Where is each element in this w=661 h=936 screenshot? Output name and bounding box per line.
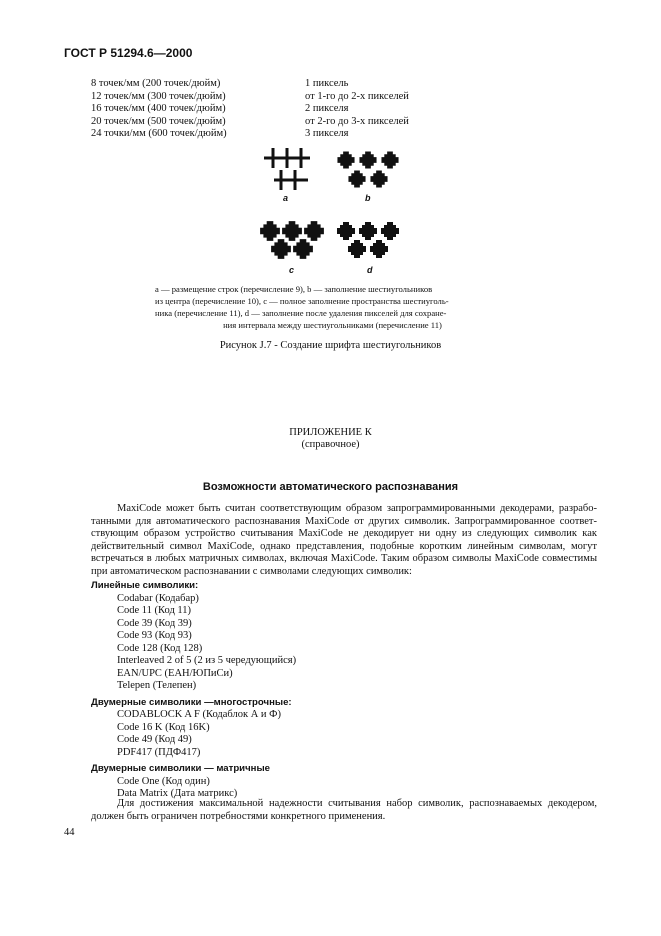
appendix-subtitle: (справочное) (301, 439, 360, 450)
list-item: Telepen (Телепен) (117, 680, 197, 691)
pixel-count: 1 пиксель (305, 78, 349, 89)
resolution-row (91, 78, 409, 91)
panel-label-c: c (289, 265, 295, 275)
intro-paragraph: MaxiCode может быть считан соответствующим образом запрограммированными декодерами, разработанными для автоматического распознавания MaxiCode от других символик. Запрограммированное соответствующим образом устройство считывания MaxiCode не декодирует ни одну из следующих символик как действительный символ MaxiCode, однако представления, подобные коротким линейным символам, могут встречаться в любых матричных символах, включая MaxiCode. Таким образом символы MaxiCode совместимы при автоматическом распознавании с символами следующих символик: (91, 503, 597, 577)
panel-c-full-fill (260, 221, 324, 259)
figure-legend (155, 283, 510, 331)
resolution-value: 24 точки/мм (600 точек/дюйм) (91, 128, 227, 139)
list-item: Code 49 (Код 49) (117, 734, 192, 745)
list-item: Code 128 (Код 128) (117, 642, 203, 654)
pixel-count: 3 пикселя (305, 128, 349, 139)
linear-heading: Линейные символики: (91, 580, 199, 591)
panel-b-center-fill (337, 151, 398, 187)
legend-line: ния интервала между шестиугольниками (перечисление 11) (223, 320, 442, 330)
symbology-list (91, 580, 296, 801)
panel-d-spaced-fill (337, 222, 399, 258)
legend-line: a — размещение строк (перечисление 9), b — заполнение шестиугольников (155, 284, 433, 294)
panel-label-d: d (367, 265, 373, 275)
panel-a-row-placement (264, 148, 310, 190)
resolution-row (91, 116, 409, 129)
panel-label-a: a (283, 193, 289, 203)
hexagon-font-figure (250, 142, 410, 277)
resolution-value: 8 точек/мм (200 точек/дюйм) (91, 78, 221, 89)
list-item: Code One (Код один) (117, 775, 210, 787)
section-title: Возможности автоматического распознавания (202, 481, 459, 493)
appendix-heading (0, 427, 661, 451)
list-item: Code 16 K (Код 16K) (117, 721, 210, 733)
list-item: Code 39 (Код 39) (117, 617, 192, 629)
resolution-value: 16 точек/мм (400 точек/дюйм) (91, 103, 226, 114)
pixel-count: 2 пикселя (305, 103, 349, 114)
list-item: Code 93 (Код 93) (117, 630, 192, 641)
multirow-heading: Двумерные символики —многострочные: (91, 696, 292, 708)
legend-line: из центра (перечисление 10), c — полное заполнение пространства шестиуголь- (155, 296, 449, 306)
matrix-heading: Двумерные символики — матричные (91, 763, 270, 774)
closing-paragraph: Для достижения максимальной надежности считывания набор символик, распознаваемых декодером, должен быть ограничен потребностями конкретного применения. (91, 798, 597, 822)
resolution-table (91, 78, 409, 141)
resolution-row (91, 128, 409, 141)
list-item: EAN/UPC (ЕАН/ЮПиСи) (117, 667, 233, 679)
appendix-title: ПРИЛОЖЕНИЕ К (289, 427, 372, 438)
document-header: ГОСТ Р 51294.6—2000 (64, 46, 193, 60)
hexagon-illustration (250, 142, 410, 277)
list-item: Interleaved 2 of 5 (2 из 5 чередующийся) (117, 655, 297, 666)
pixel-count: от 2-го до 3-х пикселей (305, 115, 409, 127)
page-number: 44 (64, 827, 75, 838)
legend-line: ника (перечисление 11), d — заполнение после удаления пикселей для сохране- (155, 308, 447, 318)
list-item: CODABLOCK A F (Кодаблок А и Ф) (117, 709, 281, 720)
list-item: Data Matrix (Дата матрикс) (117, 788, 238, 799)
resolution-value: 20 точек/мм (500 точек/дюйм) (91, 115, 226, 127)
figure-caption: Рисунок J.7 - Создание шрифта шестиугольников (219, 340, 442, 351)
list-item: PDF417 (ПДФ417) (117, 746, 201, 758)
list-item: Codabar (Кодабар) (117, 592, 199, 604)
panel-label-b: b (365, 193, 371, 203)
resolution-row (91, 103, 409, 116)
list-item: Code 11 (Код 11) (117, 605, 192, 616)
resolution-row (91, 91, 409, 104)
pixel-count: от 1-го до 2-х пикселей (305, 90, 409, 102)
resolution-value: 12 точек/мм (300 точек/дюйм) (91, 90, 226, 102)
